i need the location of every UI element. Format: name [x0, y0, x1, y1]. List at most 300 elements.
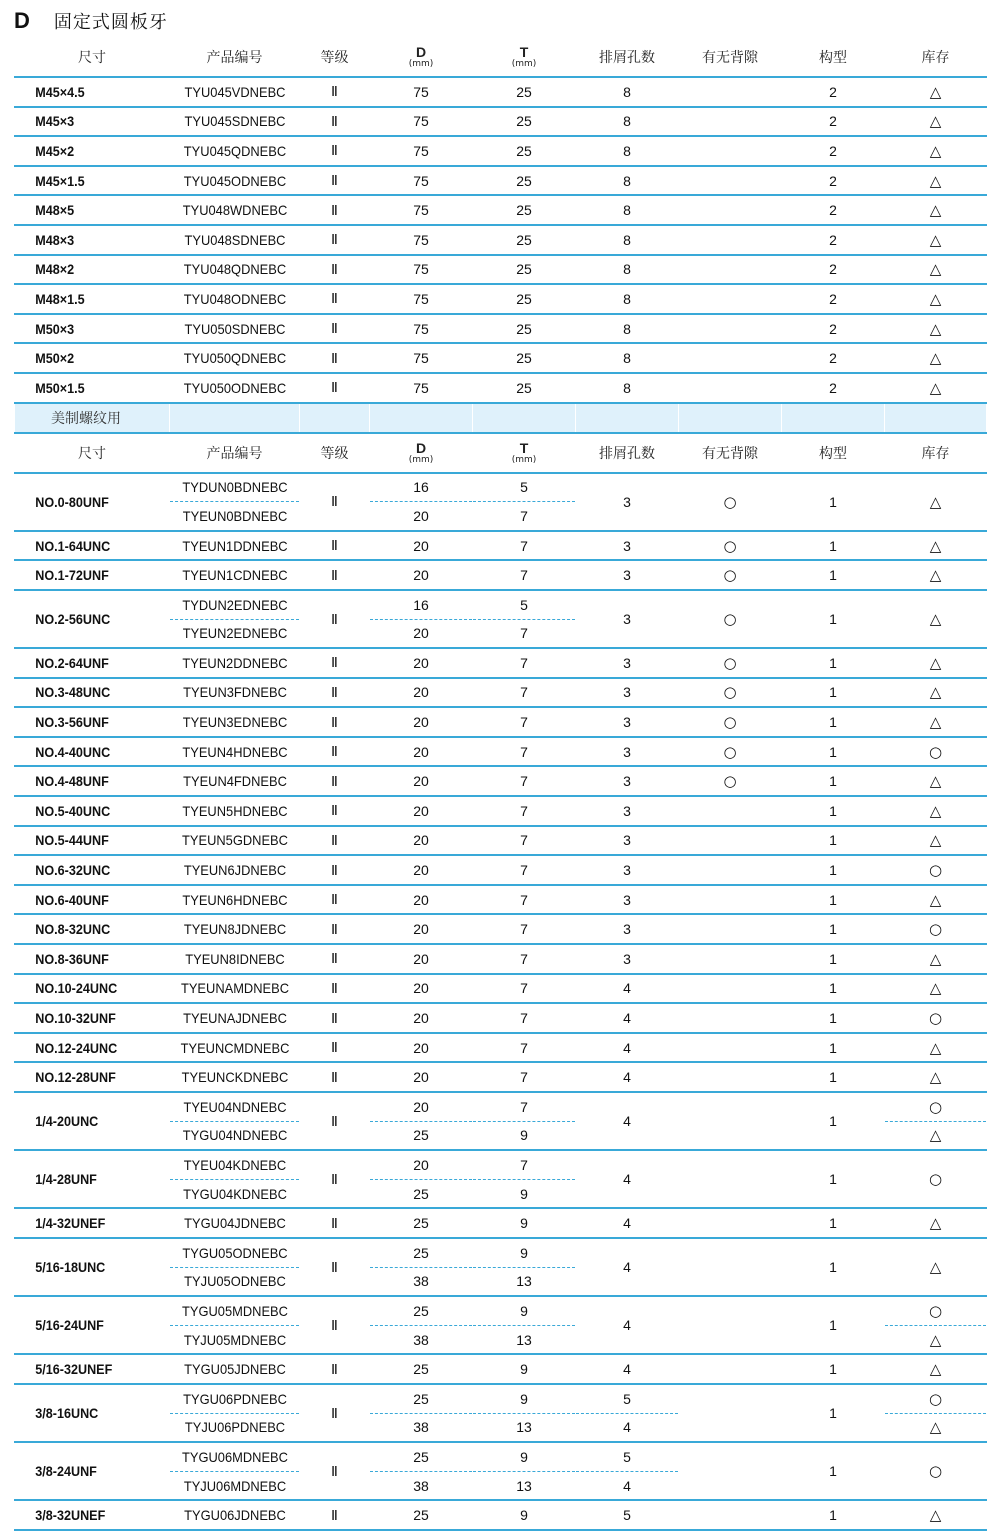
cell-d: 38 — [370, 1413, 473, 1442]
cell-d: 75 — [370, 343, 473, 373]
cell-holes: 5 — [576, 1442, 679, 1471]
cell-d: 38 — [370, 1471, 473, 1500]
triangle-symbol: △ — [929, 201, 942, 220]
cell-backlash — [679, 1500, 782, 1530]
cell-grade: Ⅱ — [300, 1354, 370, 1384]
triangle-symbol: △ — [929, 349, 942, 368]
cell-grade: Ⅱ — [300, 737, 370, 767]
circle-symbol: ○ — [723, 653, 737, 672]
cell-d: 20 — [370, 1033, 473, 1063]
cell-holes: 3 — [576, 855, 679, 885]
col-stock-header: 库存 — [885, 38, 987, 77]
cell-stock — [885, 944, 987, 974]
col-d-label: D — [415, 439, 427, 456]
cell-size: 1/4-20UNC — [15, 1092, 155, 1150]
table-row — [15, 796, 987, 826]
table-row — [15, 1033, 987, 1063]
cell-type: 1 — [782, 1500, 885, 1530]
cell-stock — [885, 1033, 987, 1063]
cell-size: 5/16-24UNF — [15, 1296, 155, 1354]
cell-holes: 8 — [576, 107, 679, 137]
cell-stock — [885, 136, 987, 166]
table-row — [15, 1003, 987, 1033]
cell-holes: 3 — [576, 531, 679, 561]
triangle-symbol: △ — [929, 171, 942, 190]
cell-backlash — [679, 1442, 782, 1500]
cell-code: TYEUNAJDNEBC — [175, 1003, 295, 1033]
cell-d: 75 — [370, 314, 473, 344]
cell-holes: 4 — [576, 974, 679, 1004]
cell-stock — [885, 1062, 987, 1092]
cell-grade: Ⅱ — [300, 855, 370, 885]
cell-t: 25 — [473, 255, 576, 285]
cell-holes: 8 — [576, 284, 679, 314]
cell-code: TYEUNCMDNEBC — [175, 1033, 295, 1063]
cell-backlash — [679, 944, 782, 974]
divider-cell — [473, 403, 576, 433]
col-t-unit: (mm) — [511, 59, 537, 69]
cell-size: 3/8-32UNEF — [15, 1500, 155, 1530]
cell-code: TYEUN8JDNEBC — [175, 914, 295, 944]
cell-stock — [885, 1003, 987, 1033]
cell-t: 13 — [473, 1325, 576, 1354]
cell-t: 7 — [473, 1003, 576, 1033]
cell-grade: Ⅱ — [300, 1442, 370, 1500]
cell-type: 1 — [782, 1033, 885, 1063]
cell-code: TYEUN3EDNEBC — [175, 707, 295, 737]
table-row — [15, 1500, 987, 1530]
cell-grade: Ⅱ — [300, 796, 370, 826]
cell-type: 1 — [782, 531, 885, 561]
cell-type: 2 — [782, 107, 885, 137]
cell-code: TYEUN2DDNEBC — [175, 648, 295, 678]
cell-t: 7 — [473, 707, 576, 737]
cell-grade: Ⅱ — [300, 1092, 370, 1150]
divider-cell — [576, 403, 679, 433]
triangle-symbol: △ — [929, 492, 942, 511]
cell-grade: Ⅱ — [300, 531, 370, 561]
divider-cell — [300, 403, 370, 433]
cell-t: 7 — [473, 885, 576, 915]
cell-code: TYU045QDNEBC — [175, 136, 295, 166]
cell-backlash — [679, 531, 782, 561]
cell-code: TYEUN8IDNEBC — [175, 944, 295, 974]
cell-code: TYEUN3FDNEBC — [175, 678, 295, 708]
cell-t: 7 — [473, 1033, 576, 1063]
table-row — [15, 1092, 987, 1121]
cell-size: M48×5 — [15, 195, 155, 225]
cell-t: 25 — [473, 107, 576, 137]
cell-t: 9 — [473, 1442, 576, 1471]
cell-code: TYGU05JDNEBC — [175, 1354, 295, 1384]
triangle-symbol: △ — [929, 378, 942, 397]
cell-size: NO.5-40UNC — [15, 796, 155, 826]
cell-holes: 3 — [576, 796, 679, 826]
cell-size: 5/16-32UNEF — [15, 1354, 155, 1384]
table-row — [15, 284, 987, 314]
cell-d: 25 — [370, 1354, 473, 1384]
cell-backlash — [679, 373, 782, 403]
table-row — [15, 255, 987, 285]
cell-stock — [885, 1384, 987, 1413]
cell-size: M50×1.5 — [15, 373, 155, 403]
cell-grade: Ⅱ — [300, 166, 370, 196]
cell-d: 16 — [370, 590, 473, 619]
cell-holes: 3 — [576, 648, 679, 678]
cell-backlash — [679, 590, 782, 648]
cell-backlash — [679, 166, 782, 196]
table-row — [15, 944, 987, 974]
cell-backlash — [679, 1384, 782, 1442]
cell-stock — [885, 255, 987, 285]
cell-d: 38 — [370, 1325, 473, 1354]
col-grade-header: 等级 — [300, 433, 370, 473]
metric-header-row — [15, 38, 987, 77]
cell-stock — [885, 107, 987, 137]
cell-code: TYU050ODNEBC — [175, 373, 295, 403]
cell-stock — [885, 796, 987, 826]
cell-backlash — [679, 885, 782, 915]
cell-stock — [885, 166, 987, 196]
cell-stock — [885, 974, 987, 1004]
triangle-symbol: △ — [929, 566, 942, 585]
cell-holes: 3 — [576, 473, 679, 531]
cell-t: 7 — [473, 531, 576, 561]
cell-code: TYEUN5HDNEBC — [175, 796, 295, 826]
cell-stock — [885, 707, 987, 737]
cell-type: 1 — [782, 796, 885, 826]
cell-size: NO.0-80UNF — [15, 473, 155, 531]
col-type-header: 构型 — [782, 38, 885, 77]
circle-symbol: ○ — [723, 713, 737, 732]
cell-size: NO.2-56UNC — [15, 590, 155, 648]
cell-d: 75 — [370, 107, 473, 137]
cell-holes: 3 — [576, 826, 679, 856]
cell-code: TYGU06PDNEBC — [175, 1384, 295, 1413]
triangle-symbol: △ — [929, 772, 942, 791]
cell-d: 25 — [370, 1442, 473, 1471]
cell-d: 20 — [370, 826, 473, 856]
cell-t: 13 — [473, 1471, 576, 1500]
triangle-symbol: △ — [929, 1038, 942, 1057]
cell-code: TYGU04NDNEBC — [175, 1121, 295, 1150]
circle-symbol: ○ — [928, 1462, 943, 1481]
cell-holes: 5 — [576, 1384, 679, 1413]
cell-d: 20 — [370, 1062, 473, 1092]
cell-t: 25 — [473, 136, 576, 166]
triangle-symbol: △ — [929, 1418, 942, 1437]
cell-stock — [885, 314, 987, 344]
cell-d: 20 — [370, 914, 473, 944]
cell-d: 25 — [370, 1500, 473, 1530]
table-row — [15, 1150, 987, 1179]
cell-holes: 8 — [576, 373, 679, 403]
col-size-header: 尺寸 — [15, 433, 170, 473]
cell-t: 25 — [473, 314, 576, 344]
triangle-symbol: △ — [929, 82, 942, 101]
circle-symbol: ○ — [723, 536, 737, 555]
cell-grade: Ⅱ — [300, 107, 370, 137]
cell-d: 20 — [370, 560, 473, 590]
cell-size: 5/16-18UNC — [15, 1238, 155, 1296]
cell-holes: 3 — [576, 737, 679, 767]
triangle-symbol: △ — [929, 1506, 942, 1525]
cell-type: 1 — [782, 1208, 885, 1238]
cell-t: 25 — [473, 225, 576, 255]
cell-holes: 4 — [576, 1471, 679, 1500]
circle-symbol: ○ — [723, 492, 737, 511]
cell-grade: Ⅱ — [300, 255, 370, 285]
cell-stock — [885, 77, 987, 107]
cell-d: 75 — [370, 284, 473, 314]
cell-t: 25 — [473, 195, 576, 225]
cell-d: 20 — [370, 648, 473, 678]
cell-stock — [885, 766, 987, 796]
cell-size: M45×4.5 — [15, 77, 155, 107]
triangle-symbol: △ — [929, 713, 942, 732]
cell-grade: Ⅱ — [300, 560, 370, 590]
cell-size: 1/4-28UNF — [15, 1150, 155, 1208]
cell-stock — [885, 826, 987, 856]
cell-code: TYJU06PDNEBC — [175, 1413, 295, 1442]
cell-holes: 8 — [576, 225, 679, 255]
cell-holes: 4 — [576, 1092, 679, 1150]
cell-d: 20 — [370, 1003, 473, 1033]
cell-grade: Ⅱ — [300, 1033, 370, 1063]
section-letter: D — [14, 8, 30, 33]
cell-type: 1 — [782, 1092, 885, 1150]
col-backlash-header: 有无背隙 — [679, 38, 782, 77]
cell-grade: Ⅱ — [300, 1208, 370, 1238]
divider-label: 美制螺纹用 — [15, 403, 170, 433]
cell-d: 20 — [370, 678, 473, 708]
cell-type: 1 — [782, 1296, 885, 1354]
cell-backlash — [679, 1354, 782, 1384]
cell-backlash — [679, 107, 782, 137]
cell-holes: 3 — [576, 944, 679, 974]
triangle-symbol: △ — [929, 653, 942, 672]
cell-type: 1 — [782, 1238, 885, 1296]
table-row — [15, 1062, 987, 1092]
unified-header-row — [15, 433, 987, 473]
cell-code: TYEUN6HDNEBC — [175, 885, 295, 915]
cell-holes: 8 — [576, 314, 679, 344]
triangle-symbol: △ — [929, 979, 942, 998]
cell-grade: Ⅱ — [300, 1150, 370, 1208]
cell-size: M45×2 — [15, 136, 155, 166]
cell-backlash — [679, 1003, 782, 1033]
cell-d: 25 — [370, 1179, 473, 1208]
circle-symbol: ○ — [928, 1389, 943, 1408]
cell-t: 7 — [473, 914, 576, 944]
cell-d: 20 — [370, 796, 473, 826]
cell-code: TYGU06JDNEBC — [175, 1500, 295, 1530]
col-size-header: 尺寸 — [15, 38, 170, 77]
divider-cell — [885, 403, 987, 433]
cell-code: TYGU04KDNEBC — [175, 1179, 295, 1208]
cell-d: 20 — [370, 1092, 473, 1121]
cell-t: 7 — [473, 974, 576, 1004]
cell-type: 1 — [782, 678, 885, 708]
table-row — [15, 531, 987, 561]
cell-d: 75 — [370, 195, 473, 225]
cell-grade: Ⅱ — [300, 678, 370, 708]
cell-code: TYEUN4FDNEBC — [175, 766, 295, 796]
cell-grade: Ⅱ — [300, 1003, 370, 1033]
cell-code: TYU048QDNEBC — [175, 255, 295, 285]
triangle-symbol: △ — [929, 610, 942, 628]
table-row — [15, 678, 987, 708]
cell-backlash — [679, 1062, 782, 1092]
cell-holes: 4 — [576, 1062, 679, 1092]
cell-stock — [885, 473, 987, 531]
triangle-symbol: △ — [929, 260, 942, 279]
cell-backlash — [679, 284, 782, 314]
cell-stock — [885, 373, 987, 403]
cell-d: 25 — [370, 1296, 473, 1325]
cell-size: 1/4-32UNEF — [15, 1208, 155, 1238]
cell-t: 7 — [473, 1062, 576, 1092]
cell-d: 20 — [370, 974, 473, 1004]
cell-t: 13 — [473, 1267, 576, 1296]
cell-type: 1 — [782, 1062, 885, 1092]
col-t-unit: (mm) — [511, 454, 537, 465]
cell-code: TYJU06MDNEBC — [175, 1471, 295, 1500]
cell-grade: Ⅱ — [300, 1500, 370, 1530]
cell-grade: Ⅱ — [300, 314, 370, 344]
cell-grade: Ⅱ — [300, 284, 370, 314]
cell-grade: Ⅱ — [300, 944, 370, 974]
cell-stock — [885, 1413, 987, 1442]
cell-type: 2 — [782, 166, 885, 196]
cell-t: 7 — [473, 737, 576, 767]
triangle-symbol: △ — [929, 1330, 942, 1349]
triangle-symbol: △ — [929, 1258, 942, 1277]
cell-type: 2 — [782, 136, 885, 166]
cell-type: 1 — [782, 1150, 885, 1208]
cell-size: NO.5-44UNF — [15, 826, 155, 856]
cell-grade: Ⅱ — [300, 343, 370, 373]
cell-size: NO.8-36UNF — [15, 944, 155, 974]
cell-t: 9 — [473, 1500, 576, 1530]
cell-code: TYEUN1DDNEBC — [175, 531, 295, 561]
cell-code: TYEUN1CDNEBC — [175, 560, 295, 590]
cell-backlash — [679, 195, 782, 225]
col-backlash-header: 有无背隙 — [679, 433, 782, 473]
page-title — [14, 6, 168, 36]
cell-stock — [885, 1500, 987, 1530]
cell-grade: Ⅱ — [300, 473, 370, 531]
cell-stock — [885, 914, 987, 944]
cell-size: NO.4-48UNF — [15, 766, 155, 796]
divider-cell — [679, 403, 782, 433]
cell-t: 25 — [473, 77, 576, 107]
cell-backlash — [679, 796, 782, 826]
table-row — [15, 590, 987, 619]
cell-backlash — [679, 136, 782, 166]
cell-holes: 4 — [576, 1238, 679, 1296]
cell-t: 7 — [473, 1092, 576, 1121]
col-holes-header: 排屑孔数 — [576, 433, 679, 473]
cell-code: TYEUN5GDNEBC — [175, 826, 295, 856]
cell-code: TYEUN6JDNEBC — [175, 855, 295, 885]
cell-type: 1 — [782, 914, 885, 944]
table-row — [15, 1208, 987, 1238]
cell-code: TYEUN2EDNEBC — [175, 619, 295, 648]
col-stock-header: 库存 — [885, 433, 987, 473]
cell-grade: Ⅱ — [300, 195, 370, 225]
cell-type: 2 — [782, 77, 885, 107]
cell-type: 2 — [782, 225, 885, 255]
cell-t: 5 — [473, 590, 576, 619]
cell-backlash — [679, 473, 782, 531]
cell-type: 1 — [782, 648, 885, 678]
cell-backlash — [679, 766, 782, 796]
circle-symbol: ○ — [928, 1097, 943, 1116]
cell-holes: 8 — [576, 136, 679, 166]
cell-holes: 3 — [576, 766, 679, 796]
cell-d: 75 — [370, 77, 473, 107]
cell-type: 1 — [782, 766, 885, 796]
cell-grade: Ⅱ — [300, 77, 370, 107]
cell-stock — [885, 1150, 987, 1208]
cell-t: 7 — [473, 766, 576, 796]
cell-backlash — [679, 1150, 782, 1208]
cell-size: NO.1-64UNC — [15, 531, 155, 561]
cell-grade: Ⅱ — [300, 136, 370, 166]
cell-backlash — [679, 1296, 782, 1354]
cell-type: 1 — [782, 885, 885, 915]
cell-backlash — [679, 678, 782, 708]
cell-t: 7 — [473, 678, 576, 708]
cell-d: 20 — [370, 502, 473, 531]
cell-size: NO.4-40UNC — [15, 737, 155, 767]
cell-code: TYGU06MDNEBC — [175, 1442, 295, 1471]
cell-holes: 3 — [576, 678, 679, 708]
cell-d: 20 — [370, 766, 473, 796]
cell-code: TYEUNCKDNEBC — [175, 1062, 295, 1092]
cell-grade: Ⅱ — [300, 707, 370, 737]
cell-size: NO.3-56UNF — [15, 707, 155, 737]
cell-t: 9 — [473, 1238, 576, 1267]
cell-backlash — [679, 855, 782, 885]
cell-size: NO.8-32UNC — [15, 914, 155, 944]
cell-t: 7 — [473, 855, 576, 885]
section-title: 固定式圆板牙 — [53, 12, 168, 33]
cell-grade: Ⅱ — [300, 648, 370, 678]
cell-backlash — [679, 1238, 782, 1296]
cell-code: TYGU05ODNEBC — [175, 1238, 295, 1267]
triangle-symbol: △ — [929, 949, 942, 968]
cell-grade: Ⅱ — [300, 1296, 370, 1354]
cell-t: 7 — [473, 502, 576, 531]
cell-d: 75 — [370, 255, 473, 285]
cell-size: M48×1.5 — [15, 284, 155, 314]
cell-grade: Ⅱ — [300, 826, 370, 856]
col-t-header — [473, 38, 576, 77]
cell-t: 9 — [473, 1208, 576, 1238]
cell-size: 3/8-16UNC — [15, 1384, 155, 1442]
triangle-symbol: △ — [929, 1068, 942, 1087]
cell-t: 7 — [473, 619, 576, 648]
table-row — [15, 855, 987, 885]
cell-size: M48×2 — [15, 255, 155, 285]
table-row — [15, 473, 987, 502]
cell-stock — [885, 225, 987, 255]
cell-holes: 3 — [576, 560, 679, 590]
col-t-header — [473, 433, 576, 473]
table-row — [15, 77, 987, 107]
